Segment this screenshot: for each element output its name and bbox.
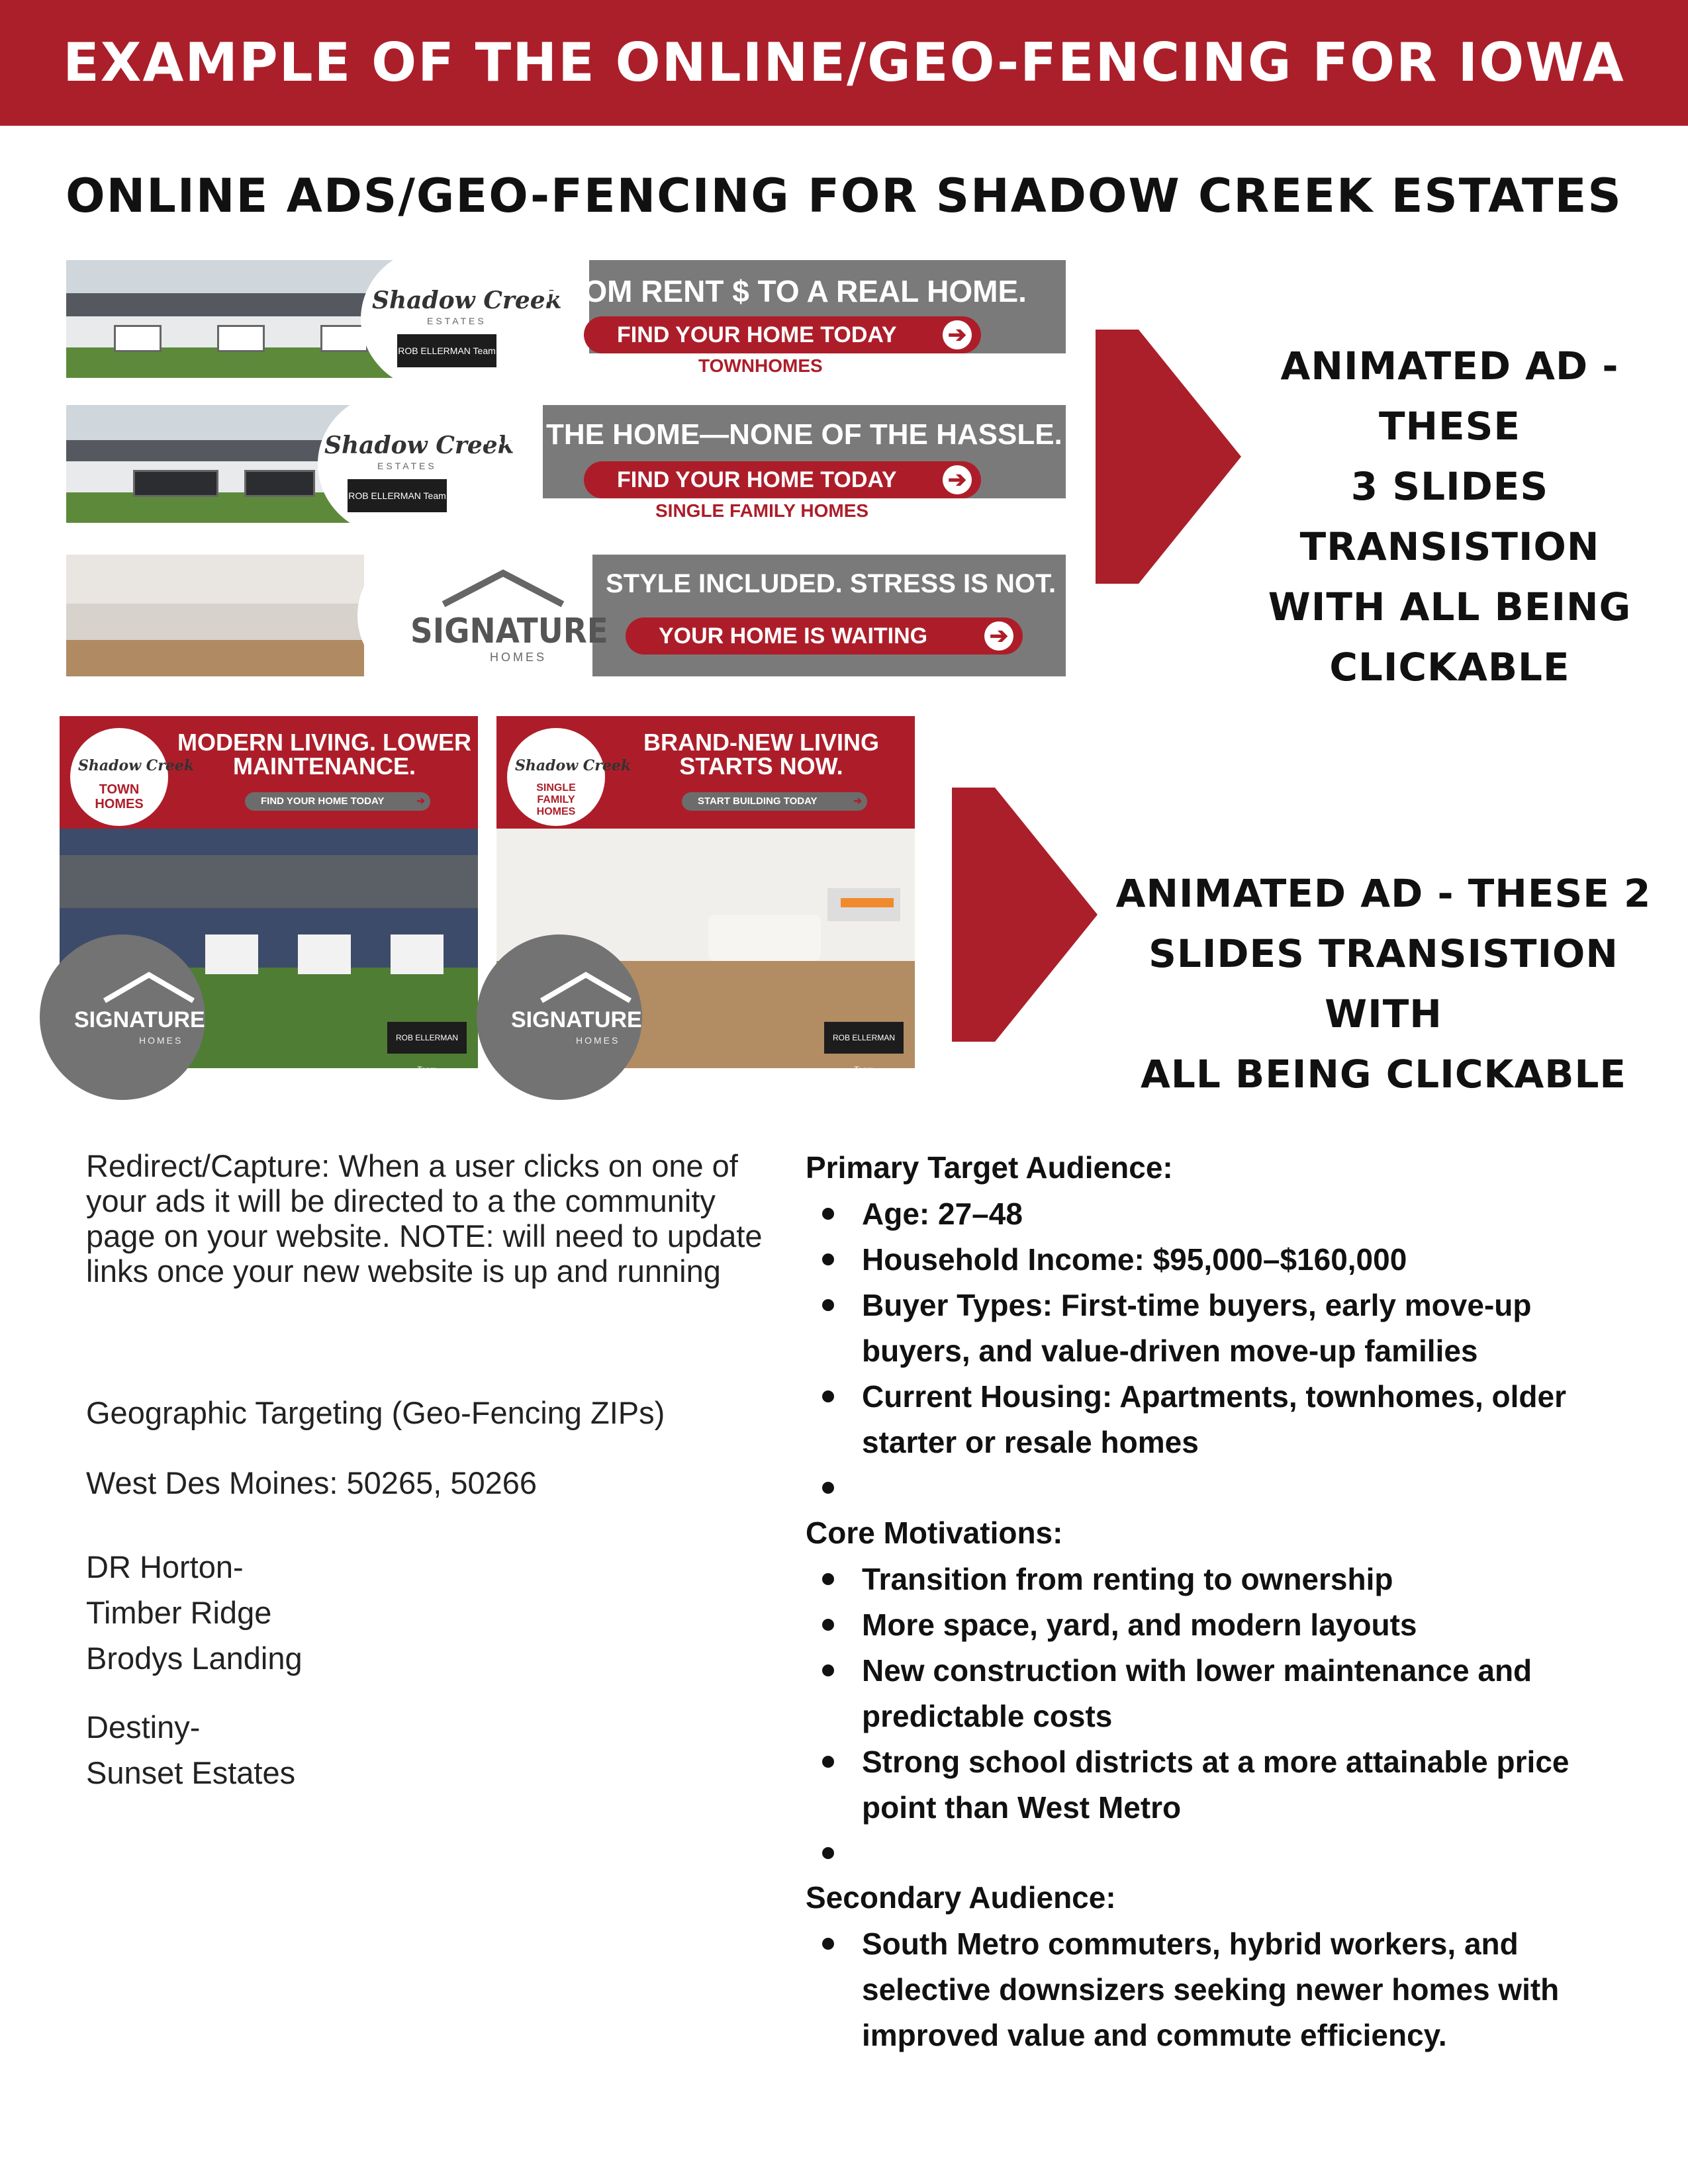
square-ad-single-family[interactable] — [496, 716, 915, 1074]
square-ad-townhomes[interactable] — [60, 716, 478, 1074]
shadow-creek-logo-sub: ESTATES — [427, 316, 487, 326]
ad-type-label: TOWN HOMES — [95, 782, 144, 811]
list-item: Transition from renting to ownership — [862, 1562, 1393, 1596]
core-motivations-title: Core Motivations: — [806, 1516, 1063, 1550]
cta-label: START BUILDING TODAY — [698, 796, 818, 807]
primary-audience-title: Primary Target Audience: — [806, 1150, 1173, 1185]
secondary-audience-title: Secondary Audience: — [806, 1880, 1116, 1915]
agent-logo: ROB ELLERMAN Team — [348, 479, 447, 512]
arrow-right-icon: ➔ — [943, 320, 972, 349]
list-item: Strong school districts at a more attainable price point than West Metro — [862, 1745, 1570, 1825]
arrow-right-icon: ➔ — [416, 796, 425, 807]
shadow-creek-logo-text: Shadow Creek — [515, 757, 632, 774]
annotation-line: SLIDES TRANSISTION WITH — [1149, 931, 1618, 1036]
page-title: EXAMPLE OF THE ONLINE/GEO-FENCING FOR IOWA — [63, 32, 1625, 93]
annotation-3-slides — [1225, 336, 1675, 698]
list-item: New construction with lower maintenance and predictable costs — [862, 1653, 1532, 1733]
banner-ad-single-family[interactable] — [66, 405, 1066, 523]
ad-headline: BRAND-NEW LIVING STARTS NOW. — [643, 729, 879, 780]
banner-subtitle: TOWNHOMES — [698, 355, 823, 376]
annotation-line: ANIMATED AD - THESE — [1280, 343, 1619, 449]
west-des-moines-zips: West Des Moines: 50265, 50266 — [86, 1465, 538, 1500]
geo-targeting-title: Geographic Targeting (Geo-Fencing ZIPs) — [86, 1395, 665, 1430]
arrow-right-icon: ➔ — [984, 621, 1013, 651]
banner-subtitle: SINGLE FAMILY HOMES — [655, 500, 869, 521]
annotation-line: CLICKABLE — [1329, 645, 1570, 690]
signature-logo-sub: HOMES — [576, 1035, 620, 1046]
bullet-icon — [822, 1299, 834, 1311]
annotation-line: WITH ALL BEING — [1268, 584, 1632, 629]
cta-label: FIND YOUR HOME TODAY — [261, 796, 385, 807]
find-home-button[interactable] — [245, 792, 430, 811]
signature-logo-sub: HOMES — [139, 1035, 183, 1046]
agent-logo: ROB ELLERMAN Team — [397, 334, 496, 367]
shadow-creek-logo-text: Shadow Creek — [324, 432, 514, 459]
bullet-icon — [822, 1619, 834, 1631]
competitor-group-destiny — [86, 1704, 295, 1796]
banner-headline: FROM RENT $ TO A REAL HOME. — [543, 274, 1027, 308]
find-home-button[interactable] — [584, 461, 981, 498]
shadow-creek-logo-text: Shadow Creek — [78, 757, 195, 774]
bullet-icon — [822, 1482, 834, 1494]
banner-ad-townhomes[interactable] — [66, 260, 1066, 378]
agent-logo: ROB ELLERMAN Team — [824, 1022, 904, 1054]
banner-ad-signature[interactable] — [66, 555, 1066, 676]
cta-label: FIND YOUR HOME TODAY — [617, 467, 897, 492]
bullet-icon — [822, 1390, 834, 1402]
annotation-line: ANIMATED AD - THESE 2 — [1115, 871, 1652, 916]
your-home-waiting-button[interactable] — [626, 617, 1023, 655]
shadow-creek-logo-sub: ESTATES — [377, 461, 437, 471]
bullet-icon — [822, 1847, 834, 1859]
redirect-note: Redirect/Capture: When a user clicks on one of your ads it will be directed to a the community page on your website. NOTE: will need to update links once your new website is up and running — [86, 1148, 763, 1289]
list-item: More space, yard, and modern layouts — [862, 1608, 1417, 1642]
signature-logo-text: SIGNATURE — [511, 1007, 642, 1032]
annotation-line: ALL BEING CLICKABLE — [1140, 1052, 1627, 1097]
arrow-right-icon: ➔ — [943, 465, 972, 494]
bullet-icon — [822, 1756, 834, 1768]
agent-logo: ROB ELLERMAN Team — [387, 1022, 467, 1054]
find-home-button[interactable] — [584, 316, 981, 353]
list-item: Household Income: $95,000–$160,000 — [862, 1242, 1407, 1277]
ad-headline: MODERN LIVING. LOWER MAINTENANCE. — [177, 729, 471, 780]
banner-headline: STYLE INCLUDED. STRESS IS NOT. — [606, 569, 1056, 598]
signature-logo-sub: HOMES — [490, 651, 547, 664]
bullet-icon — [822, 1938, 834, 1950]
list-item: Age: 27–48 — [862, 1197, 1023, 1231]
annotation-line: 3 SLIDES TRANSISTION — [1299, 464, 1600, 569]
list-item: Current Housing: Apartments, townhomes, older starter or resale homes — [862, 1379, 1567, 1459]
arrow-right-icon: ➔ — [853, 796, 862, 807]
banner-headline: ALL THE HOME—NONE OF THE HASSLE. — [482, 418, 1062, 451]
bullet-icon — [822, 1664, 834, 1676]
house-roof-icon — [437, 568, 569, 608]
bullet-icon — [822, 1253, 834, 1265]
signature-logo-text: SIGNATURE — [74, 1007, 205, 1032]
competitor-line: Sunset Estates — [86, 1755, 296, 1790]
house-roof-icon — [536, 971, 635, 1004]
shadow-creek-logo-text: Shadow Creek — [372, 287, 562, 314]
start-building-button[interactable] — [682, 792, 867, 811]
list-item: Buyer Types: First-time buyers, early move-up buyers, and value-driven move-up families — [862, 1288, 1532, 1368]
bullet-icon — [822, 1573, 834, 1585]
signature-logo-text: SIGNATURE — [410, 612, 608, 651]
section-title: ONLINE ADS/GEO-FENCING FOR SHADOW CREEK ESTATES — [66, 169, 1622, 223]
cta-label: YOUR HOME IS WAITING — [659, 623, 928, 649]
list-item: South Metro commuters, hybrid workers, and selective downsizers seeking newer homes with improved value and commute efficiency. — [862, 1927, 1560, 2052]
red-chevron-arrow — [952, 788, 1098, 1042]
red-chevron-arrow — [1096, 330, 1241, 584]
ad-type-label: SINGLE FAMILY HOMES — [536, 782, 576, 817]
competitor-group-dr-horton — [86, 1544, 303, 1681]
competitor-line: Destiny- — [86, 1709, 201, 1745]
competitor-line: Brodys Landing — [86, 1641, 303, 1676]
bullet-icon — [822, 1208, 834, 1220]
competitor-line: Timber Ridge — [86, 1595, 272, 1630]
competitor-line: DR Horton- — [86, 1549, 244, 1584]
cta-label: FIND YOUR HOME TODAY — [617, 322, 897, 347]
annotation-2-slides — [1105, 864, 1662, 1105]
house-roof-icon — [99, 971, 199, 1004]
